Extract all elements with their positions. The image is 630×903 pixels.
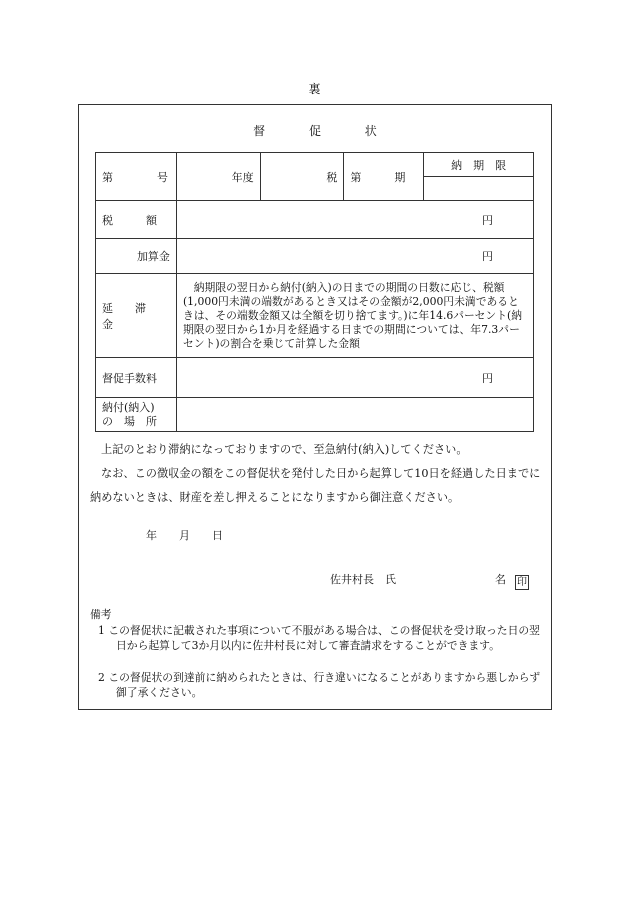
tax-amount-unit: 円 — [176, 201, 533, 239]
note-item-2 — [90, 670, 548, 700]
deadline-value — [424, 177, 534, 201]
seal-mark: 印 — [517, 577, 527, 588]
body-line1: 上記のとおり滞納になっておりますので、至急納付(納入)してください。 — [101, 443, 468, 456]
name-label: 名 — [495, 573, 506, 586]
deadline-label: 納 期 限 — [424, 153, 534, 177]
payment-place-label-line1: 納付(納入) — [102, 400, 155, 414]
body-line2: なお、この徴収金の額をこの督促状を発付した日から起算して10日を経過した日までに納めないときは、財産を差し押えることになりますから御注意ください。 — [90, 467, 541, 504]
note-1-number: 1 — [98, 624, 105, 637]
note-2-number: 2 — [98, 671, 105, 684]
year-label: 年度 — [176, 153, 260, 201]
side-label: 裏 — [308, 82, 322, 96]
surcharge-unit: 円 — [176, 239, 533, 274]
delinquency-text: 納期限の翌日から納付(納入)の日までの期間の日数に応じ、税額(1,000円未満の端数があるとき又はその金額が2,000円未満であるときは、その端数金額又は全額を切り捨てます。)に年14.6パーセント(納期限の翌日から1か月を経過する日までの期間については、年7.3パーセント)の割合を乗じて計算した金額 — [176, 274, 533, 358]
payment-place-label-line2: の 場 所 — [102, 414, 157, 428]
tax-label: 税 — [260, 153, 344, 201]
seal-box — [515, 570, 529, 590]
notes-title: 備考 — [90, 608, 112, 621]
fee-label: 督促手数料 — [96, 358, 177, 398]
delinquency-label: 延 滞 金 — [96, 274, 177, 358]
payment-place-label — [96, 398, 177, 432]
surcharge-label: 加算金 — [96, 239, 177, 274]
note-1-text: この督促状に記載された事項について不服がある場合は、この督促状を受け取った日の翌日から起算して3か月以内に佐井村長に対して審査請求をすることができます。 — [108, 624, 540, 652]
form-title: 督 促 状 — [253, 124, 377, 138]
payment-place-value — [176, 398, 533, 432]
form-table — [95, 152, 534, 432]
fee-unit: 円 — [176, 358, 533, 398]
note-2-text: この督促状の到達前に納められたときは、行き違いになることがありますから悪しからず御了承ください。 — [108, 671, 541, 699]
period-label: 第 期 — [344, 153, 424, 201]
note-item-1 — [90, 623, 548, 653]
date-line: 年 月 日 — [146, 529, 223, 542]
issuer: 佐井村長 氏 — [330, 573, 396, 586]
number-label: 第 号 — [96, 153, 177, 201]
tax-amount-label: 税 額 — [96, 201, 177, 239]
